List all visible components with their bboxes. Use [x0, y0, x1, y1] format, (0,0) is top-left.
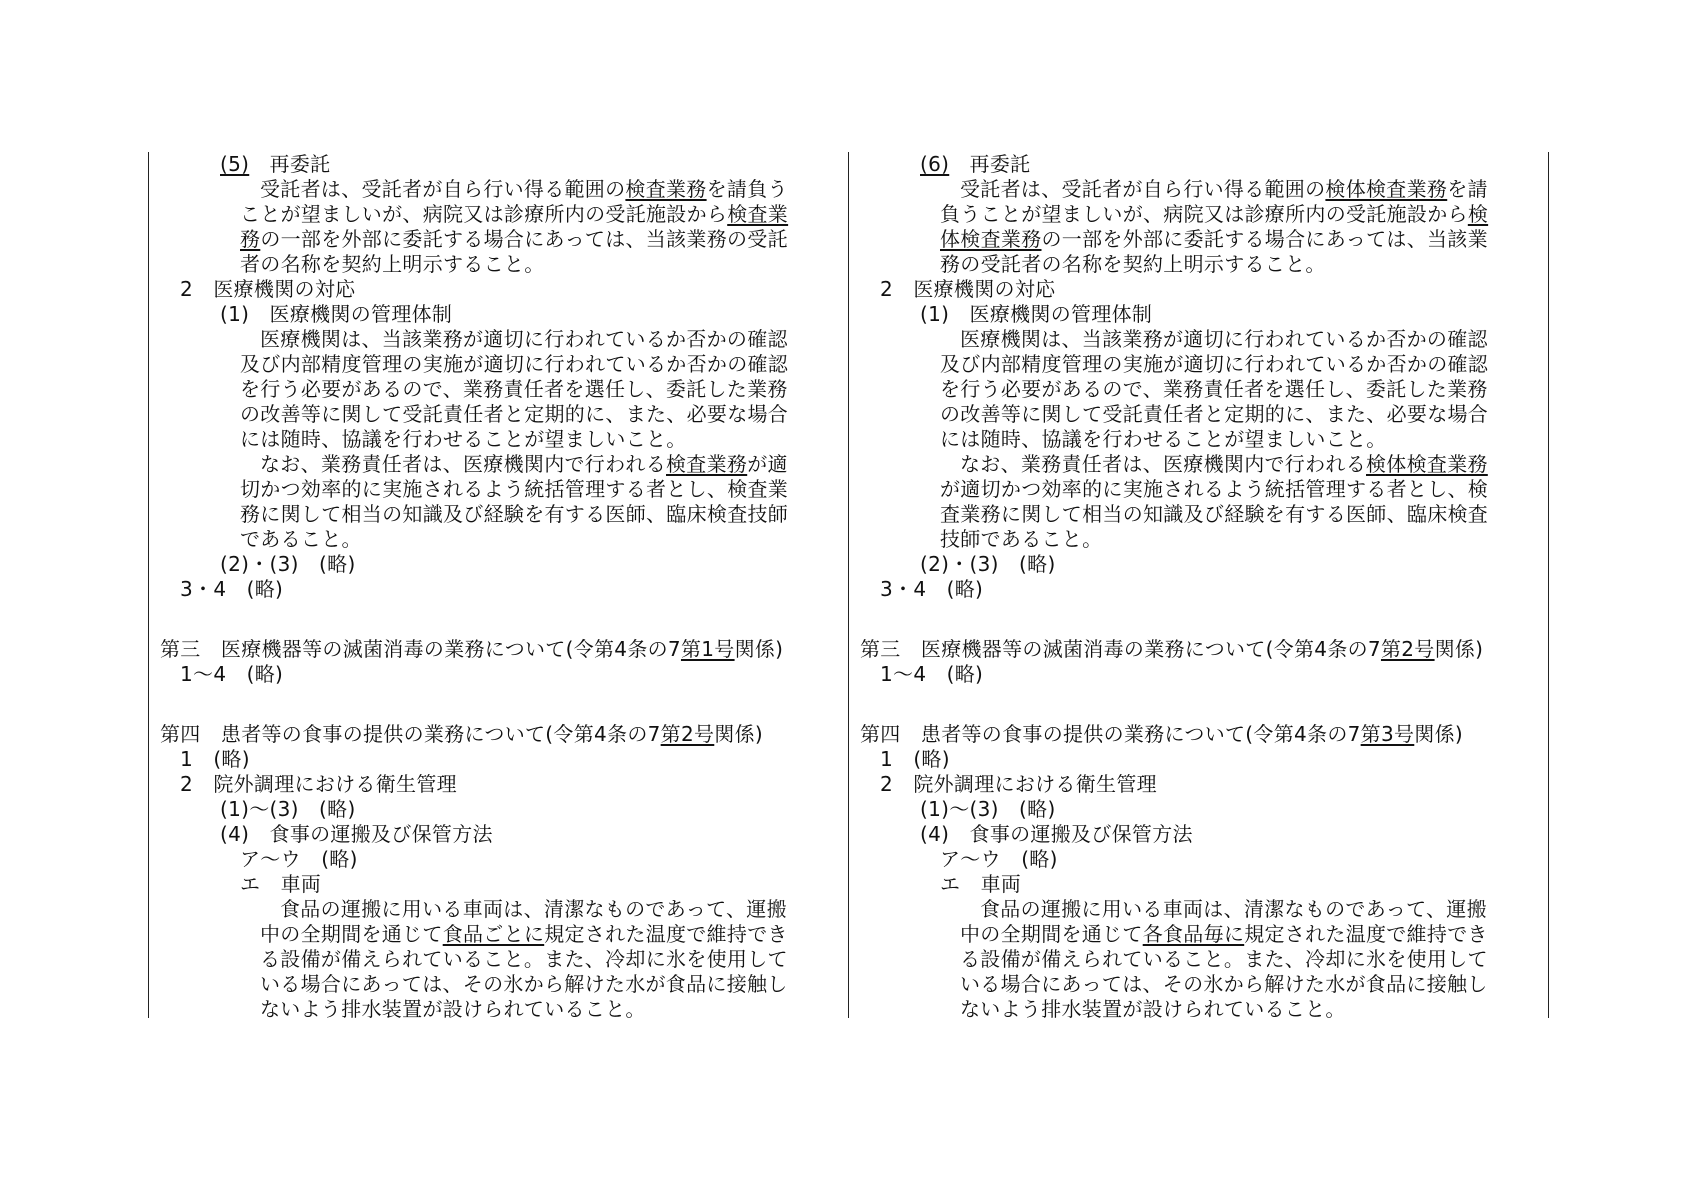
text-line [960, 177, 1488, 202]
underlined-revision: 検査業 [727, 202, 789, 226]
text-run: (2)・(3) (略) [920, 552, 1056, 576]
text-run: 1〜4 (略) [880, 662, 984, 686]
text-run: 2 医療機関の対応 [180, 277, 356, 301]
text-line [240, 872, 321, 897]
text-line [180, 577, 283, 602]
text-line [180, 662, 283, 687]
text-run: 2 院外調理における衛生管理 [180, 772, 457, 796]
text-line [960, 452, 1488, 477]
text-line [280, 897, 787, 922]
text-run: (1)〜(3) (略) [920, 797, 1056, 821]
text-run: る設備が備えられていること。また、冷却に氷を使用して [960, 947, 1488, 971]
text-run: 第四 患者等の食事の提供の業務について(令第4条の7 [160, 722, 661, 746]
text-run: が適 [747, 452, 788, 476]
underlined-revision: 各食品毎に [1142, 922, 1245, 946]
text-line [980, 897, 1487, 922]
text-line [180, 772, 457, 797]
text-run: (4) 食事の運搬及び保管方法 [920, 822, 1193, 846]
text-line [860, 637, 1483, 662]
text-line [960, 972, 1488, 997]
text-line [940, 477, 1488, 502]
text-run: ないよう排水装置が設けられていること。 [260, 997, 646, 1018]
text-line [940, 427, 1387, 452]
text-run: の一部を外部に委託する場合にあっては、当該業 [1041, 227, 1488, 251]
text-run: 及び内部精度管理の実施が適切に行われているか否かの確認 [240, 352, 789, 376]
text-line [920, 822, 1193, 847]
text-line [240, 847, 358, 872]
text-run: 者の名称を契約上明示すること。 [240, 252, 545, 276]
text-run: 食品の運搬に用いる車両は、清潔なものであって、運搬 [280, 897, 787, 921]
underlined-revision: (6) [920, 152, 950, 176]
text-line [260, 327, 788, 352]
text-run: (2)・(3) (略) [220, 552, 356, 576]
text-line [940, 847, 1058, 872]
text-run: には随時、協議を行わせることが望ましいこと。 [240, 427, 687, 451]
text-run: 食品の運搬に用いる車両は、清潔なものであって、運搬 [980, 897, 1487, 921]
text-run: を請 [1447, 177, 1488, 201]
text-run: の改善等に関して受託責任者と定期的に、また、必要な場合 [940, 402, 1489, 426]
text-line [940, 402, 1488, 427]
text-line [960, 922, 1488, 947]
text-run: 受託者は、受託者が自ら行い得る範囲の [260, 177, 626, 201]
text-run: が適切かつ効率的に実施されるよう統括管理する者とし、検 [940, 477, 1489, 501]
text-line [260, 972, 788, 997]
text-line [920, 302, 1152, 327]
text-line [880, 577, 983, 602]
text-line [940, 527, 1102, 552]
text-run: 関係) [714, 722, 763, 746]
text-run: なお、業務責任者は、医療機関内で行われる [960, 452, 1366, 476]
text-run: ないよう排水装置が設けられていること。 [960, 997, 1346, 1018]
text-line [940, 872, 1021, 897]
text-line [160, 637, 783, 662]
underlined-revision: (5) [220, 152, 250, 176]
text-line [940, 252, 1326, 277]
text-run: 関係) [1414, 722, 1463, 746]
text-run: 第四 患者等の食事の提供の業務について(令第4条の7 [860, 722, 1361, 746]
text-run: 規定された温度で維持でき [1244, 922, 1488, 946]
text-run: 第三 医療機器等の滅菌消毒の業務について(令第4条の7 [860, 637, 1381, 661]
text-line [960, 327, 1488, 352]
text-line [240, 402, 788, 427]
text-run: 2 院外調理における衛生管理 [880, 772, 1157, 796]
text-run: の改善等に関して受託責任者と定期的に、また、必要な場合 [240, 402, 789, 426]
text-run: 第三 医療機器等の滅菌消毒の業務について(令第4条の7 [160, 637, 681, 661]
text-run: 2 医療機関の対応 [880, 277, 1056, 301]
text-run: (1) 医療機関の管理体制 [920, 302, 1153, 326]
text-line [960, 947, 1488, 972]
text-run: (1)〜(3) (略) [220, 797, 356, 821]
underlined-revision: 第2号 [1380, 637, 1435, 661]
text-run: 技師であること。 [940, 527, 1103, 551]
text-run: なお、業務責任者は、医療機関内で行われる [260, 452, 666, 476]
text-run: エ 車両 [940, 872, 1022, 896]
text-run: 規定された温度で維持でき [544, 922, 788, 946]
text-line [920, 797, 1056, 822]
text-line [240, 502, 788, 527]
text-run: の一部を外部に委託する場合にあっては、当該業務の受託 [260, 227, 788, 251]
text-line [220, 152, 330, 177]
text-run: る設備が備えられていること。また、冷却に氷を使用して [260, 947, 788, 971]
text-line [240, 427, 687, 452]
text-run: 中の全期間を通じて [960, 922, 1143, 946]
text-run: 3・4 (略) [880, 577, 984, 601]
text-run: 関係) [734, 637, 784, 661]
text-run: には随時、協議を行わせることが望ましいこと。 [940, 427, 1387, 451]
underlined-revision: 務 [240, 227, 261, 251]
text-run: を請負う [706, 177, 788, 201]
text-run: 切かつ効率的に実施されるよう統括管理する者とし、検査業 [240, 477, 789, 501]
text-line [220, 302, 452, 327]
text-run: (1) 医療機関の管理体制 [220, 302, 453, 326]
text-run: (4) 食事の運搬及び保管方法 [220, 822, 493, 846]
text-run: 医療機関は、当該業務が適切に行われているか否かの確認 [260, 327, 788, 351]
text-run: いる場合にあっては、その氷から解けた水が食品に接触し [960, 972, 1488, 996]
text-line [160, 722, 763, 747]
text-line [220, 552, 356, 577]
underlined-revision: 第3号 [1360, 722, 1415, 746]
text-line [920, 152, 1030, 177]
underlined-revision: 体検査業務 [940, 227, 1042, 251]
text-line [240, 202, 788, 227]
text-line [940, 377, 1488, 402]
text-line [220, 822, 493, 847]
text-run: 1〜4 (略) [180, 662, 284, 686]
text-line [260, 452, 788, 477]
text-line [940, 502, 1488, 527]
underlined-revision: 検査業務 [625, 177, 707, 201]
text-run: 負うことが望ましいが、病院又は診療所内の受託施設から [940, 202, 1468, 226]
text-line [240, 527, 362, 552]
text-line [940, 202, 1488, 227]
text-run: 査業務に関して相当の知識及び経験を有する医師、臨床検査 [940, 502, 1489, 526]
text-run: 関係) [1434, 637, 1484, 661]
text-line [220, 797, 356, 822]
text-run: 受託者は、受託者が自ら行い得る範囲の [960, 177, 1326, 201]
text-line [240, 377, 788, 402]
text-line [180, 277, 355, 302]
text-run: 1 (略) [880, 747, 950, 771]
text-run: 再委託 [249, 152, 331, 176]
underlined-revision: 第1号 [680, 637, 735, 661]
text-run: 中の全期間を通じて [260, 922, 443, 946]
text-line [880, 277, 1055, 302]
underlined-revision: 第2号 [660, 722, 715, 746]
current-text-column [848, 152, 1548, 1018]
right-border-rule [1548, 152, 1549, 1018]
text-run: 3・4 (略) [180, 577, 284, 601]
text-run: 務に関して相当の知識及び経験を有する医師、臨床検査技師 [240, 502, 789, 526]
text-line [180, 747, 250, 772]
text-run: 務の受託者の名称を契約上明示すること。 [940, 252, 1326, 276]
text-line [860, 722, 1463, 747]
text-run: 医療機関は、当該業務が適切に行われているか否かの確認 [960, 327, 1488, 351]
text-line [960, 997, 1346, 1018]
text-run: ことが望ましいが、病院又は診療所内の受託施設から [240, 202, 728, 226]
text-line [260, 947, 788, 972]
text-line [240, 352, 788, 377]
text-line [240, 252, 545, 277]
text-line [260, 922, 788, 947]
text-line [880, 662, 983, 687]
underlined-revision: 検 [1467, 202, 1489, 226]
text-line [260, 997, 646, 1018]
text-run: であること。 [240, 527, 362, 551]
text-run: を行う必要があるので、業務責任者を選任し、委託した業務 [940, 377, 1488, 401]
underlined-revision: 検体検査業務 [1325, 177, 1448, 201]
text-line [260, 177, 788, 202]
text-run: いる場合にあっては、その氷から解けた水が食品に接触し [260, 972, 788, 996]
underlined-revision: 検査業務 [666, 452, 748, 476]
text-run: 1 (略) [180, 747, 250, 771]
text-line [240, 477, 788, 502]
underlined-revision: 食品ごとに [442, 922, 545, 946]
text-line [880, 772, 1157, 797]
text-run: ア〜ウ (略) [240, 847, 358, 871]
text-run: ア〜ウ (略) [940, 847, 1058, 871]
text-run: 再委託 [949, 152, 1031, 176]
underlined-revision: 検体検査業務 [1366, 452, 1488, 476]
text-line [240, 227, 788, 252]
text-line [940, 352, 1488, 377]
revised-text-column [148, 152, 848, 1018]
text-run: エ 車両 [240, 872, 322, 896]
text-run: 及び内部精度管理の実施が適切に行われているか否かの確認 [940, 352, 1489, 376]
text-line [920, 552, 1056, 577]
text-line [880, 747, 950, 772]
text-run: を行う必要があるので、業務責任者を選任し、委託した業務 [240, 377, 788, 401]
text-line [940, 227, 1488, 252]
